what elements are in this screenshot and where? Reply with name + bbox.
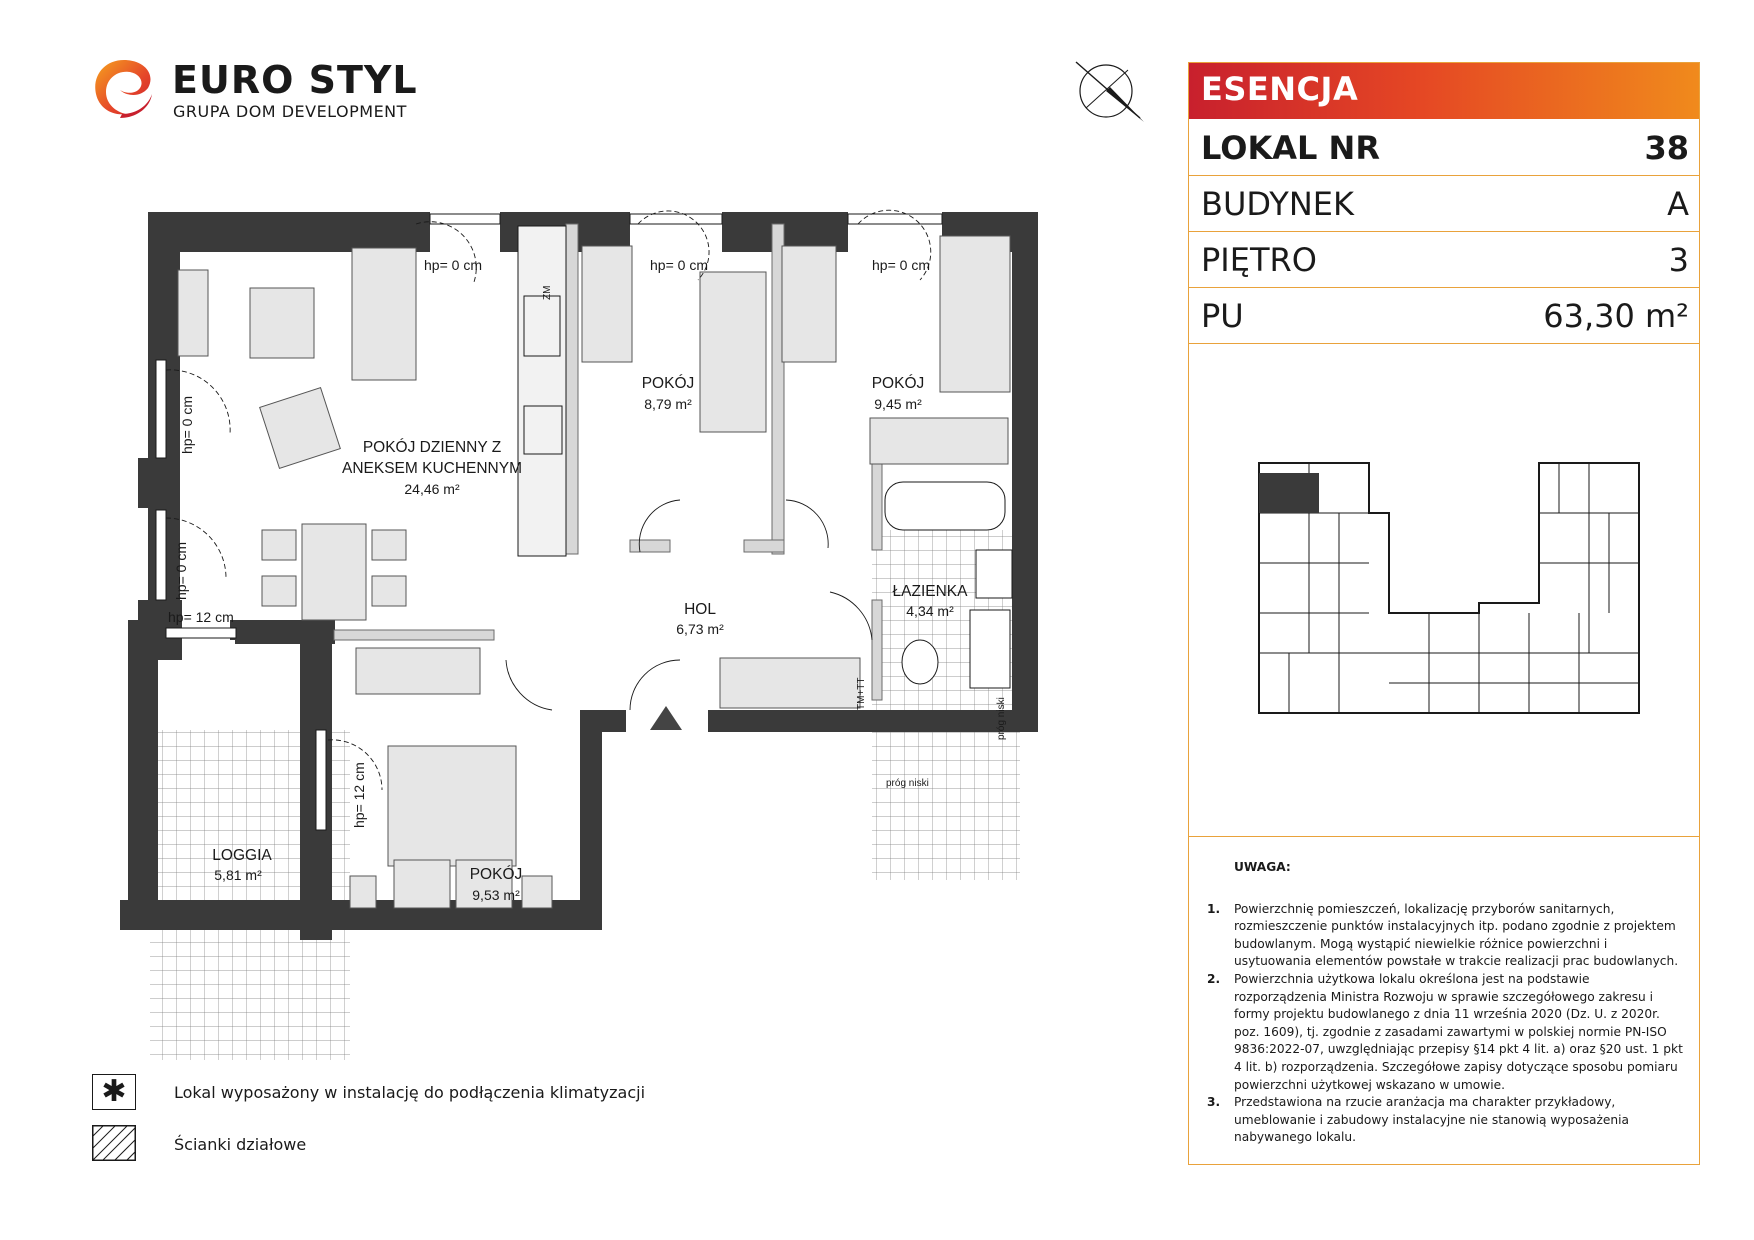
zm-label: ZM	[542, 285, 553, 300]
note-number: 3.	[1207, 1095, 1221, 1110]
info-row-pu	[1189, 287, 1699, 344]
apartment-info-panel	[1188, 62, 1700, 1165]
highlighted-apartment-marker	[1259, 473, 1319, 513]
room-3-area: 9,53 m²	[472, 887, 520, 903]
info-row-budynek	[1189, 175, 1699, 232]
floor-plan	[120, 200, 1190, 1060]
info-row-lokal	[1189, 119, 1699, 176]
info-value: A	[1667, 185, 1689, 223]
legend-text-ac: Lokal wyposażony w instalację do podłączenia klimatyzacji	[174, 1083, 646, 1102]
info-label: BUDYNEK	[1201, 185, 1354, 223]
note-text: Powierzchnię pomieszczeń, lokalizację przyborów sanitarnych, rozmieszczenie punktów instalacyjnych itp. podano zgodnie z projektem budowlanym. Mogą wystąpić niewielkie różnice powierzchni i usytuowania elementów powstałe w trakcie realizacji prac budowlanych.	[1234, 901, 1679, 969]
room-3-name: POKÓJ	[469, 866, 523, 883]
note-number: 1.	[1207, 901, 1221, 916]
room-hall-area: 6,73 m²	[676, 621, 724, 637]
room-loggia-name: LOGGIA	[212, 847, 272, 864]
investment-header	[1189, 63, 1699, 119]
threshold-label: hp= 0 cm	[650, 257, 708, 273]
note-number: 2.	[1207, 971, 1221, 986]
investment-name: ESENCJA	[1201, 70, 1359, 108]
room-living-area: 24,46 m²	[404, 481, 460, 497]
brand-subtitle: GRUPA DOM DEVELOPMENT	[173, 102, 407, 121]
entrance-marker-icon	[650, 706, 682, 730]
info-label: PIĘTRO	[1201, 241, 1317, 279]
threshold-label: hp= 12 cm	[351, 762, 367, 828]
info-label: PU	[1201, 297, 1244, 335]
low-threshold-label: próg niski	[996, 697, 1007, 740]
note-item	[1207, 901, 1685, 971]
legend-text-partition: Ścianki działowe	[174, 1135, 307, 1154]
info-value: 3	[1668, 241, 1689, 279]
low-threshold-label: próg niski	[886, 778, 929, 789]
notes-title: UWAGA:	[1234, 860, 1291, 874]
panel-divider	[1189, 836, 1699, 837]
threshold-label: hp= 0 cm	[173, 542, 189, 600]
note-item	[1207, 1094, 1685, 1147]
asterisk-icon: ✱	[92, 1074, 136, 1110]
room-2-name: POKÓJ	[871, 375, 925, 392]
kitchen-counter	[518, 226, 566, 556]
notes-section	[1207, 859, 1685, 1147]
eurostyl-swirl-logo-icon	[90, 56, 154, 120]
company-logo	[90, 56, 418, 126]
room-bath-area: 4,34 m²	[906, 603, 954, 619]
hatched-square-icon	[92, 1125, 136, 1161]
north-compass-icon	[1070, 56, 1150, 126]
info-value: 38	[1644, 129, 1689, 167]
note-item	[1207, 971, 1685, 1094]
info-row-pietro	[1189, 231, 1699, 288]
brand-name: EURO STYL	[172, 58, 418, 102]
room-living-line2: ANEKSEM KUCHENNYM	[342, 460, 522, 477]
room-living-line1: POKÓJ DZIENNY Z	[362, 439, 502, 456]
info-label: LOKAL NR	[1201, 129, 1380, 167]
room-bath-name: ŁAZIENKA	[892, 583, 968, 600]
building-key-map	[1229, 423, 1669, 723]
info-value: 63,30 m²	[1543, 297, 1689, 335]
threshold-label: hp= 0 cm	[872, 257, 930, 273]
room-2-area: 9,45 m²	[874, 396, 922, 412]
note-text: Powierzchnia użytkowa lokalu określona jest na podstawie rozporządzenia Ministra Rozwoju w sprawie szczegółowego zakresu i formy projektu budowlanego z dnia 11 września 2020 (Dz. U. z 2020r. poz. 1609), tj. zgodnie z zasadami zawartymi w polskiej normie PN-ISO 9836:2022-07, uwzględniając przepisy §14 pkt 4 lit. a) oraz §20 ust. 1 pkt 4 lit. b) rozporządzenia. Szczegółowe zapisy dotyczące sposobu pomiaru powierzchni użytkowej wskazano w umowie.	[1234, 971, 1683, 1092]
room-hall-name: HOL	[684, 601, 716, 618]
threshold-label: hp= 0 cm	[179, 396, 195, 454]
room-1-name: POKÓJ	[641, 375, 695, 392]
threshold-label: hp= 0 cm	[424, 257, 482, 273]
room-loggia-area: 5,81 m²	[214, 867, 262, 883]
threshold-label: hp= 12 cm	[168, 609, 234, 625]
note-text: Przedstawiona na rzucie aranżacja ma charakter przykładowy, umeblowanie i zabudowy instalacyjne nie stanowią wyposażenia nabywanego lokalu.	[1234, 1095, 1630, 1145]
tm-tt-label: TM+TT	[856, 677, 867, 710]
room-1-area: 8,79 m²	[644, 396, 692, 412]
